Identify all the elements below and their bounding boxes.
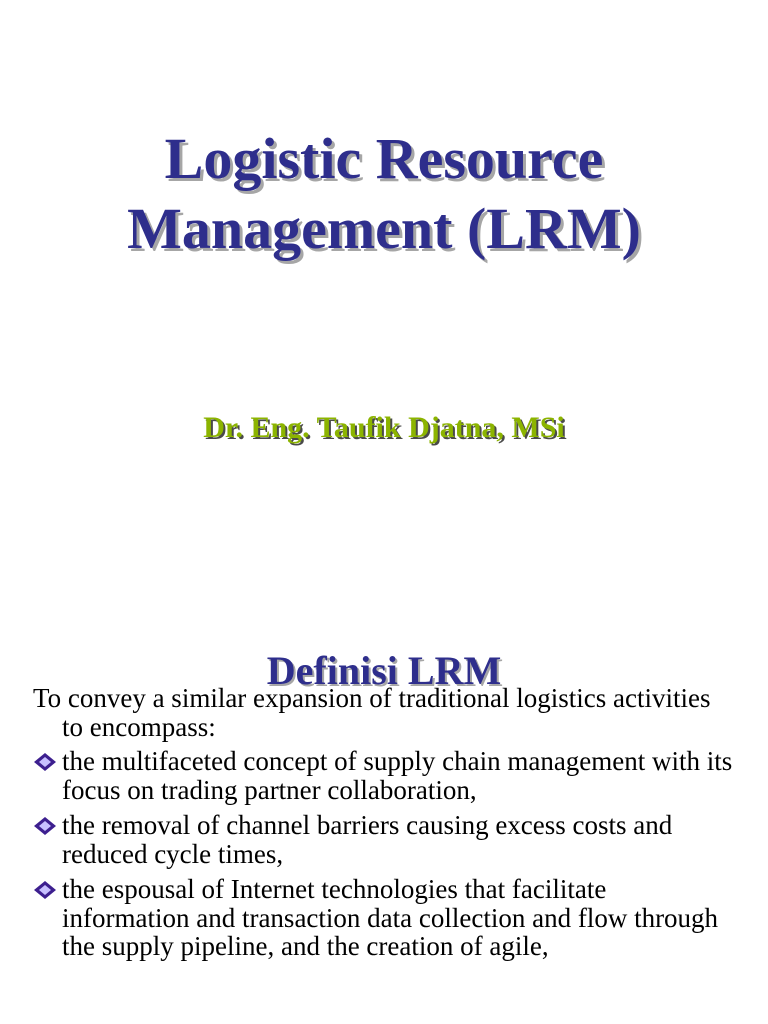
slide-title (0, 124, 768, 264)
list-item (33, 875, 738, 961)
bullet-text: the multifaceted concept of supply chain management with its focus on trading partner collaboration, (62, 746, 733, 805)
list-item (33, 811, 738, 868)
bullet-text: the removal of channel barriers causing excess costs and reduced cycle times, (62, 810, 673, 869)
bullet-list (33, 747, 738, 961)
author-name: Dr. Eng. Taufik Djatna, MSi (203, 411, 565, 444)
diamond-bullet-icon (34, 817, 56, 835)
intro-paragraph: To convey a similar expansion of traditional logistics activities to encompass: (33, 683, 711, 742)
definition-slide-title: Definisi LRM (266, 648, 502, 694)
definition-body (33, 684, 738, 968)
slide-title-line-2: Management (LRM) (127, 196, 641, 261)
bullet-text: the espousal of Internet technologies that facilitate information and transaction data collection and flow through the supply pipeline, and the creation of agile, (62, 874, 719, 961)
diamond-bullet-icon (34, 881, 56, 899)
slide-title-line-1: Logistic Resource (164, 126, 604, 191)
diamond-bullet-icon (34, 753, 56, 771)
list-item (33, 747, 738, 804)
definition-slide (0, 560, 768, 1024)
